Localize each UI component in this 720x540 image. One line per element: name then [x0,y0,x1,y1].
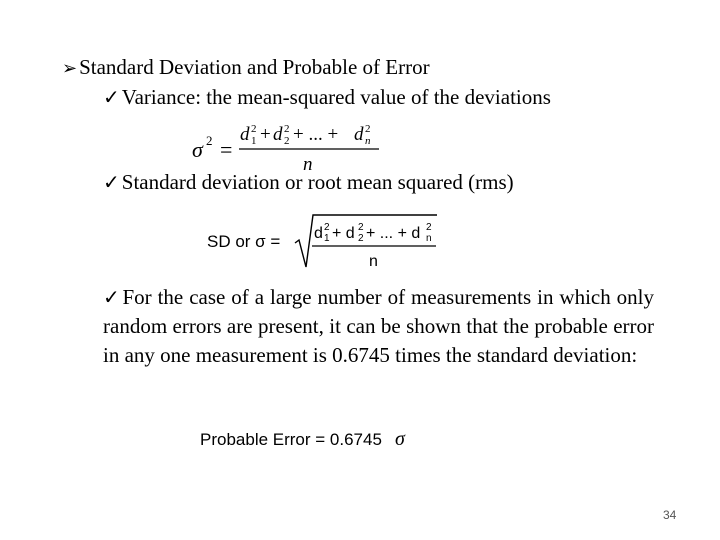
svg-text:d: d [240,124,250,145]
checkmark-icon: ✓ [103,170,120,194]
svg-text:1: 1 [251,135,257,147]
svg-text:2: 2 [358,222,364,233]
equals-sign: = [220,137,233,162]
arrow-bullet-icon: ➢ [62,58,78,79]
svg-text:2: 2 [426,222,432,233]
svg-text:2: 2 [324,222,330,233]
probable-text: For the case of a large number of measurements in which only random errors are present, it can be shown that the probable error in any one measurement is 0.6745 times the standard deviation: [103,285,655,367]
page-number: 34 [663,508,677,522]
svg-text:d: d [354,124,364,145]
svg-text:2: 2 [284,123,290,135]
sd-formula [205,205,445,273]
slide-heading [62,55,430,80]
variance-bullet [103,85,551,110]
checkmark-icon: ✓ [103,285,121,309]
sd-formula-lhs: SD or σ = [207,232,281,251]
svg-text:n: n [365,135,371,147]
variance-text: Variance: the mean-squared value of the deviations [121,85,551,109]
variance-denominator: n [303,154,313,175]
probable-formula-lhs: Probable Error = 0.6745 [200,430,382,449]
svg-text:d: d [273,124,283,145]
variance-numerator [240,123,371,147]
probable-error-paragraph [103,283,654,370]
sd-denominator: n [369,253,378,270]
svg-text:+ d: + d [332,225,355,242]
sigma-symbol: σ [192,137,203,162]
heading-text: Standard Deviation and Probable of Error [79,55,430,79]
probable-error-formula [198,424,428,454]
svg-text:+: + [260,124,271,145]
svg-text:2: 2 [365,123,371,135]
checkmark-icon: ✓ [103,85,120,109]
svg-text:+ ... +: + ... + [293,124,339,145]
sd-bullet [103,170,514,195]
svg-text:2: 2 [251,123,257,135]
variance-formula [190,118,390,176]
svg-text:2: 2 [284,135,290,147]
sd-numerator [314,222,432,244]
sd-text: Standard deviation or root mean squared (rms) [121,170,514,194]
probable-formula-sigma: σ [395,428,405,450]
svg-text:n: n [426,233,432,244]
sigma-exponent: 2 [206,133,213,148]
svg-text:+ ... + d: + ... + d [366,225,421,242]
svg-text:d: d [314,225,323,242]
svg-text:1: 1 [324,233,330,244]
svg-text:2: 2 [358,233,364,244]
